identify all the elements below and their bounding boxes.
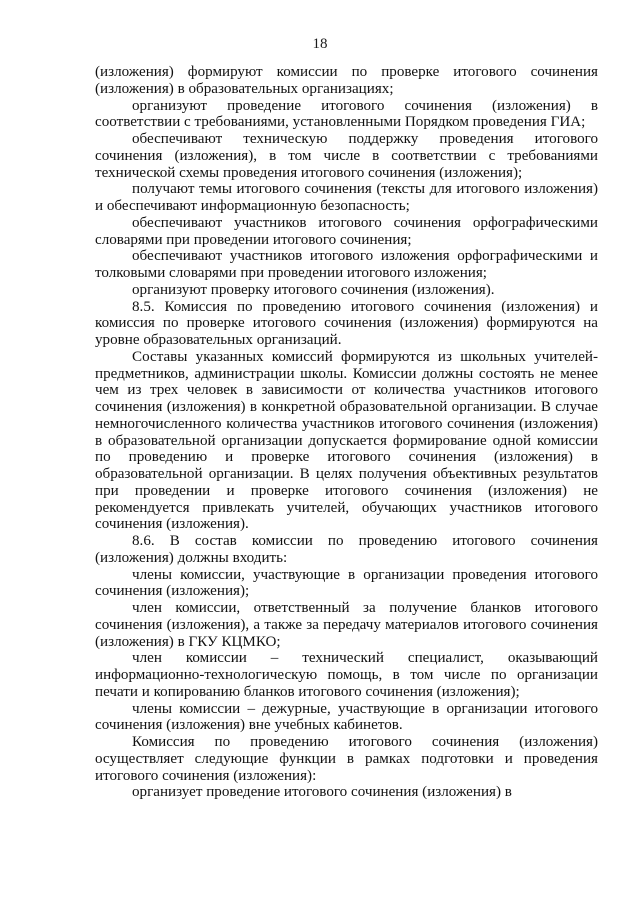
paragraph: (изложения) формируют комиссии по проверке итогового сочинения (изложения) в образовательных организациях; — [95, 64, 598, 97]
paragraph: 8.5. Комиссия по проведению итогового сочинения (изложения) и комиссия по проверке итогового сочинения (изложения) формируются на уровне образовательных организаций. — [95, 298, 598, 348]
document-body — [95, 64, 598, 801]
paragraph: Комиссия по проведению итогового сочинения (изложения) осуществляет следующие функции в рамках подготовки и проведения итогового сочинения (изложения): — [95, 734, 598, 784]
paragraph: Составы указанных комиссий формируются из школьных учителей-предметников, администрации школы. Комиссии должны состоять не менее чем из трех человек в зависимости от количества участников итогового сочинения (изложения) в конкретной образовательной организации. В случае немногочисленного количества участников итогового сочинения (изложения) в образовательной организации допускается формирование одной комиссии по проведению и проверке итогового сочинения (изложения) в образовательной организации. В целях получения объективных результатов при проведении и проверке итогового сочинения (изложения) не рекомендуется привлекать учителей, обучающих участников итогового сочинения (изложения). — [95, 348, 598, 533]
paragraph: обеспечивают участников итогового изложения орфографическими и толковыми словарями при проведении итогового изложения; — [95, 248, 598, 281]
paragraph: организуют проверку итогового сочинения (изложения). — [132, 281, 495, 298]
paragraph: организуют проведение итогового сочинения (изложения) в соответствии с требованиями, установленными Порядком проведения ГИА; — [95, 97, 598, 131]
paragraph: члены комиссии – дежурные, участвующие в организации итогового сочинения (изложения) вне учебных кабинетов. — [95, 700, 598, 734]
page-number: 18 — [312, 36, 328, 52]
paragraph: член комиссии – технический специалист, оказывающий информационно-технологическую помощь, в том числе по организации печати и копированию бланков итогового сочинения (изложения); — [95, 650, 598, 700]
paragraph: получают темы итогового сочинения (тексты для итогового изложения) и обеспечивают информационную безопасность; — [95, 181, 598, 214]
paragraph: обеспечивают техническую поддержку проведения итогового сочинения (изложения), в том числе в соответствии с требованиями технической схемы проведения итогового сочинения (изложения); — [95, 131, 598, 181]
paragraph: член комиссии, ответственный за получение бланков итогового сочинения (изложения), а также за передачу материалов итогового сочинения (изложения) в ГКУ КЦМКО; — [95, 600, 598, 650]
paragraph: обеспечивают участников итогового сочинения орфографическими словарями при проведении итогового сочинения; — [95, 214, 598, 248]
paragraph: организует проведение итогового сочинения (изложения) в — [132, 784, 512, 801]
paragraph: члены комиссии, участвующие в организации проведения итогового сочинения (изложения); — [95, 566, 598, 600]
paragraph: 8.6. В состав комиссии по проведению итогового сочинения (изложения) должны входить: — [95, 533, 598, 566]
